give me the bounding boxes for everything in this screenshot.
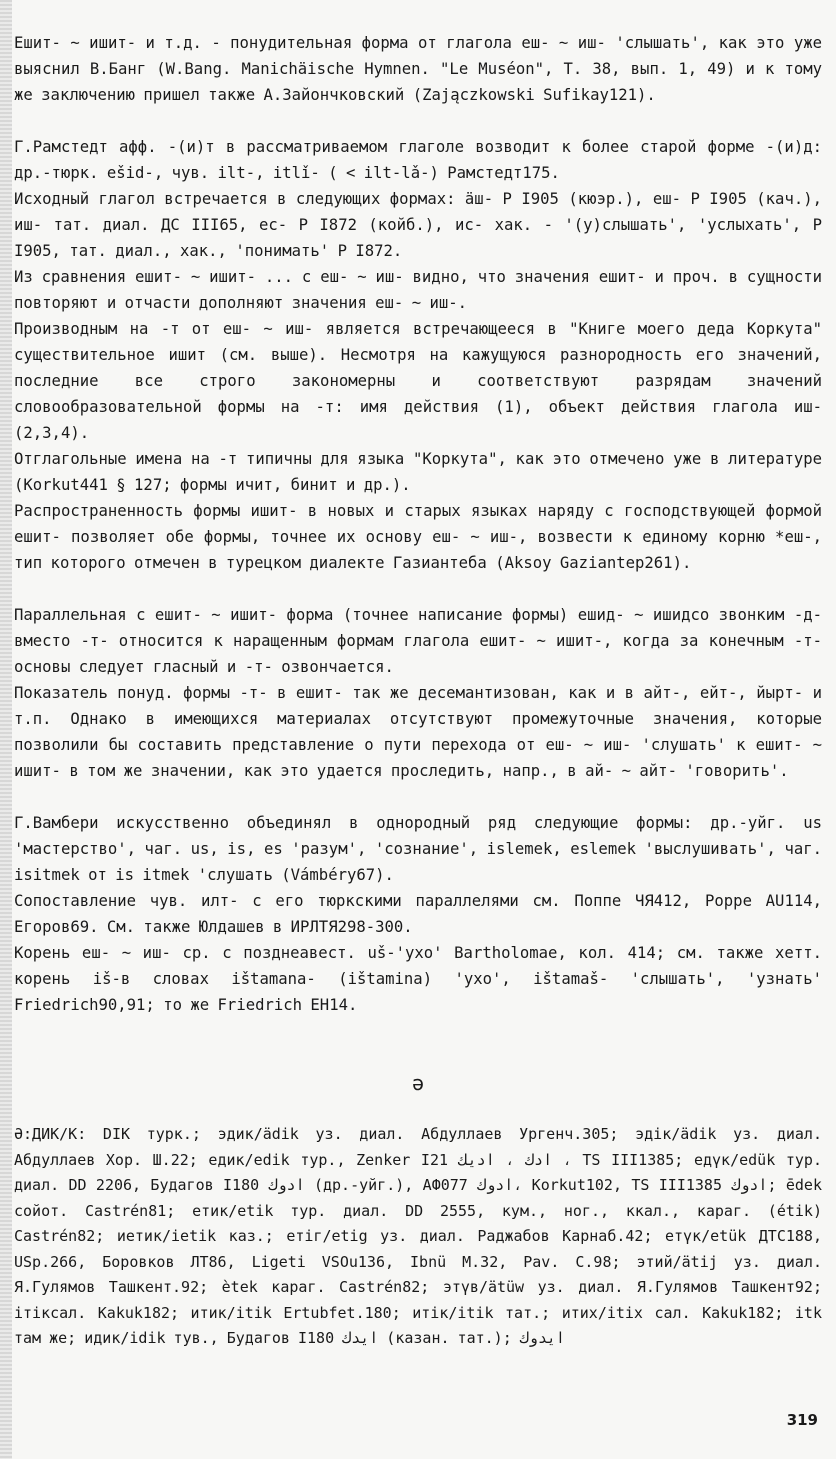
paragraph-6: Отглагольные имена на -т типичны для языка "Коркута", как это отмечено уже в литературе (Korkut441 § 127; формы ичит, бинит и др.).	[14, 450, 822, 494]
page-number: 319	[786, 1411, 818, 1429]
paragraph-10: Г.Вамбери искусственно объединял в однородный ряд следующие формы: др.-уйг. us 'мастерство', чаг. us, is, es 'разум', 'сознание', islemek, eslemek 'выслушивать', чаг. isitmek от is itmek 'слушать (Vámbéry67).	[14, 814, 822, 884]
paragraph-11: Сопоставление чув. илт- с его тюркскими параллелями см. Поппе ЧЯ412, Poppe AU114, Егоров69. См. также Юлдашев в ИРЛТЯ298-300.	[14, 892, 822, 936]
section-heading: ә	[411, 1071, 425, 1095]
paragraph-9: Показатель понуд. формы -т- в ешит- так же десемантизован, как и в айт-, ейт-, йырт- и т.п. Однако в имеющихся материалах отсутствуют промежуточные значения, которые позволили бы составить представление о пути перехода от еш- ~ иш- 'слушать' к ешит- ~ ишит- в том же значении, как это удается проследить, напр., в ай- ~ айт- 'говорить'.	[14, 684, 822, 780]
paragraph-3: Исходный глагол встречается в следующих формах: äш- Р I905 (кюэр.), еш- Р I905 (кач.), иш- тат. диал. ДС III65, ес- Р I872 (койб.), ис- хак. - '(у)слышать', 'услыхать', Р I905, тат. диал., хак., 'понимать' Р I872.	[14, 190, 822, 260]
paragraph-8: Параллельная с ешит- ~ ишит- форма (точнее написание формы) ешид- ~ ишидсо звонким -д- вместо -т- относится к нарaщенным формам глагола ешит- ~ ишит-, когда за конечным -т- основы следует гласный и -т- озвончается.	[14, 606, 822, 676]
paragraph-7: Распространенность формы ишит- в новых и старых языках наряду с господствующей формой ешит- позволяет обе формы, точнее их основу еш- ~ иш-, возвести к единому корню *еш-, тип которого отмечен в турецком диалекте Газиантеба (Aksoy Gaziantep261).	[14, 502, 822, 572]
paragraph-12: Корень еш- ~ иш- ср. с позднеавест. uš-'ухо' Bartholomae, кол. 414; см. также хетт. корень iš-в словах ištamana- (ištamina) 'ухо', ištamaš- 'слышать', 'узнать' Friedrich90,91; то же Friedrich EH14.	[14, 944, 822, 1014]
paragraph-2: Г.Рамстедт афф. -(и)т в рассматриваемом глаголе возводит к более старой форме -(и)д: др.-тюрк. ešid-, чув. ilt-, itlǐ- ( < ilt-lǎ-) Рамстедт175.	[14, 138, 822, 182]
paragraph-1: Ешит- ~ ишит- и т.д. - понудительная форма от глагола еш- ~ иш- 'слышать', как это уже выяснил В.Банг (W.Bang. Manichäische Hymnen. "Le Muséon", T. 38, вып. 1, 49) и к тому же заключению пришел также А.Зайончковский (Zajączkowski Sufikay121).	[14, 34, 822, 104]
paragraph-4: Из сравнения ешит- ~ ишит- ... с еш- ~ иш- видно, что значения ешит- и проч. в сущности повторяют и отчасти дополняют значения еш- ~ иш-.	[14, 268, 822, 312]
dictionary-entry: Ә:ДИК/К: DIK турк.; эдик/ädik уз. диал. Абдуллаев Ургенч.305; эдiк/ädik уз. диал. Абдуллаев Хор. Ш.22; едик/edik тур., Zenker I21 ادك ، اديك ، TS III1385; едүк/edük тур. диал. DD 2206, Будагов I180 ادوك (др.-уйг.), АФ077 ادوك، Korkut102, TS III1385 ادوك; ēdek сойот. Castrén81; етик/etik тур. диал. DD 2555, кум., ног., ккал., караг. (étik) Castrén82; иетик/ietik каз.; етiг/etig уз. диал. Раджабов Карнаб.42; етүк/etük ДТС188, USp.266, Боровков ЛТ86, Ligeti VSOu136, Ibnü M.32, Pav. C.98; этий/ätij уз. диал. Я.Гулямов Ташкент.92; ètek караг. Castrén82; этүв/ätüw уз. диал. Я.Гулямов Ташкент92; ітікcал. Kakuk182; итик/itik Ertubfet.180; итiк/itik тат.; итих/itix сал. Kakuk182; itk там же; идик/idik тув., Будагов I180 ايدك (казан. тат.); ايدوك	[14, 1125, 822, 1347]
paragraph-5: Производным на -т от еш- ~ иш- является встречающееся в "Книге моего деда Коркута" существительное ишит (см. выше). Несмотря на кажущуюся разнородность его значений, последние все строго закономерны и соответствуют разрядам значений словообразовательной формы на -т: имя действия (1), объект действия глагола иш- (2,3,4).	[14, 320, 822, 442]
